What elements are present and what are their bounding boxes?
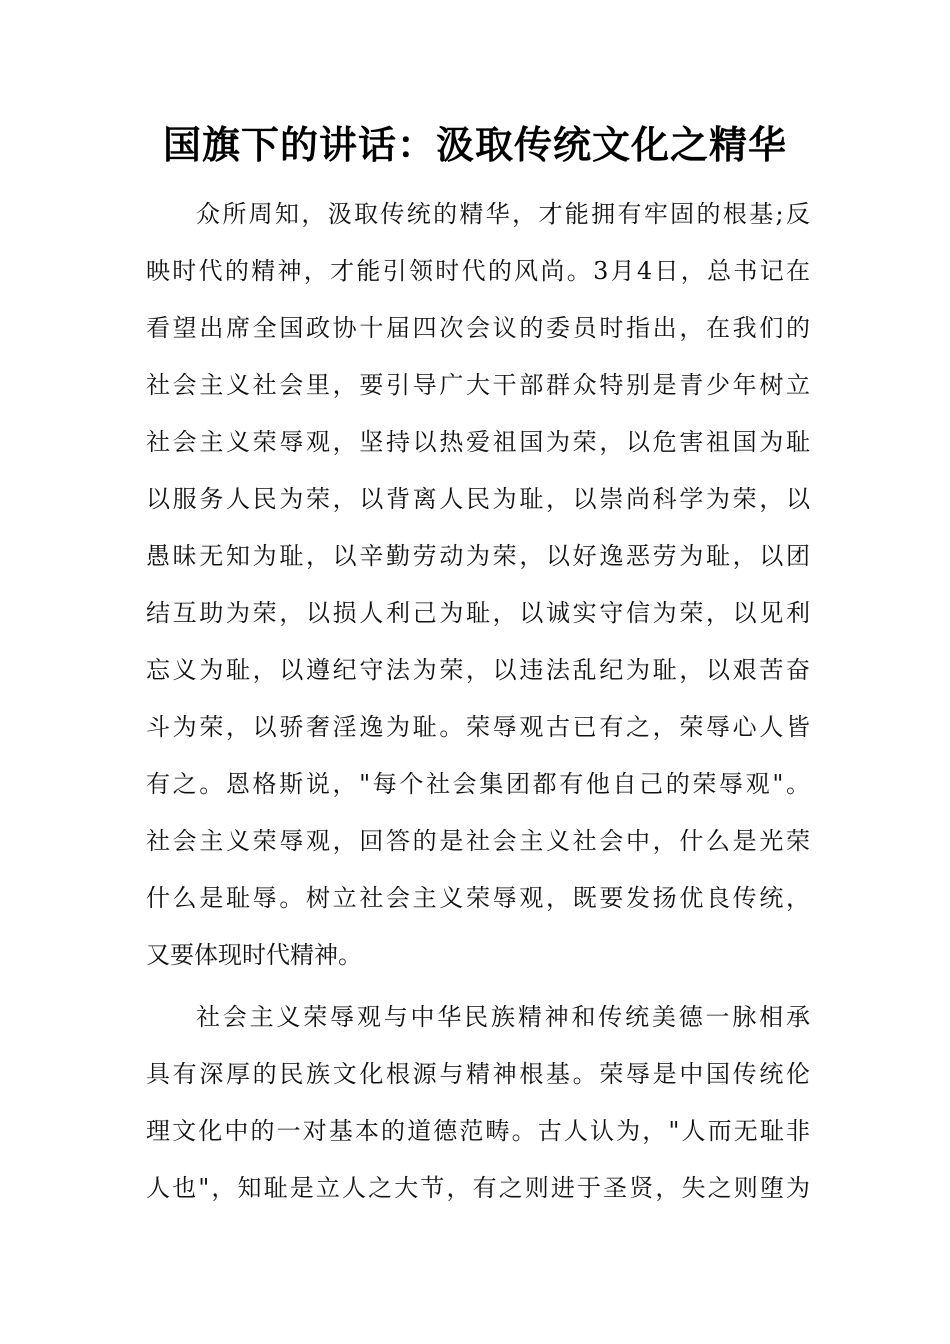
text-line: 社会主义社会里，要引导广大干部群众特别是青少年树立 (146, 371, 810, 399)
text-line: 社会主义荣辱观与中华民族精神和传统美德一脉相承 (196, 1003, 810, 1031)
text-line: 理文化中的一对基本的道德范畴。古人认为，"人而无耻非 (146, 1117, 810, 1145)
paragraph-2 (146, 989, 810, 1217)
paragraph-1 (146, 186, 810, 984)
text-line: 有之。恩格斯说，"每个社会集团都有他自己的荣辱观"。 (146, 770, 810, 798)
text-line: 看望出席全国政协十届四次会议的委员时指出，在我们的 (146, 314, 810, 342)
text-line: 众所周知，汲取传统的精华，才能拥有牢固的根基;反 (196, 200, 810, 228)
text-line: 具有深厚的民族文化根源与精神根基。荣辱是中国传统伦 (146, 1060, 810, 1088)
text-line: 什么是耻辱。树立社会主义荣辱观，既要发扬优良传统， (146, 884, 810, 912)
text-line: 愚昧无知为耻，以辛勤劳动为荣，以好逸恶劳为耻，以团 (146, 542, 810, 570)
text-line: 又要体现时代精神。 (146, 941, 362, 969)
text-line: 映时代的精神，才能引领时代的风尚。3月4日，总书记在 (146, 257, 810, 285)
text-line: 人也"，知耻是立人之大节，有之则进于圣贤，失之则堕为 (146, 1174, 810, 1202)
text-line: 以服务人民为荣，以背离人民为耻，以崇尚科学为荣，以 (146, 485, 810, 513)
document-title: 国旗下的讲话：汲取传统文化之精华 (162, 122, 787, 167)
document-body (146, 186, 810, 1217)
text-line: 结互助为荣，以损人利己为耻，以诚实守信为荣，以见利 (146, 599, 810, 627)
text-line: 斗为荣，以骄奢淫逸为耻。荣辱观古已有之，荣辱心人皆 (146, 713, 810, 741)
text-line: 忘义为耻，以遵纪守法为荣，以违法乱纪为耻，以艰苦奋 (146, 656, 810, 684)
text-line: 社会主义荣辱观，坚持以热爱祖国为荣，以危害祖国为耻 (146, 428, 810, 456)
text-line: 社会主义荣辱观，回答的是社会主义社会中，什么是光荣 (146, 827, 810, 855)
